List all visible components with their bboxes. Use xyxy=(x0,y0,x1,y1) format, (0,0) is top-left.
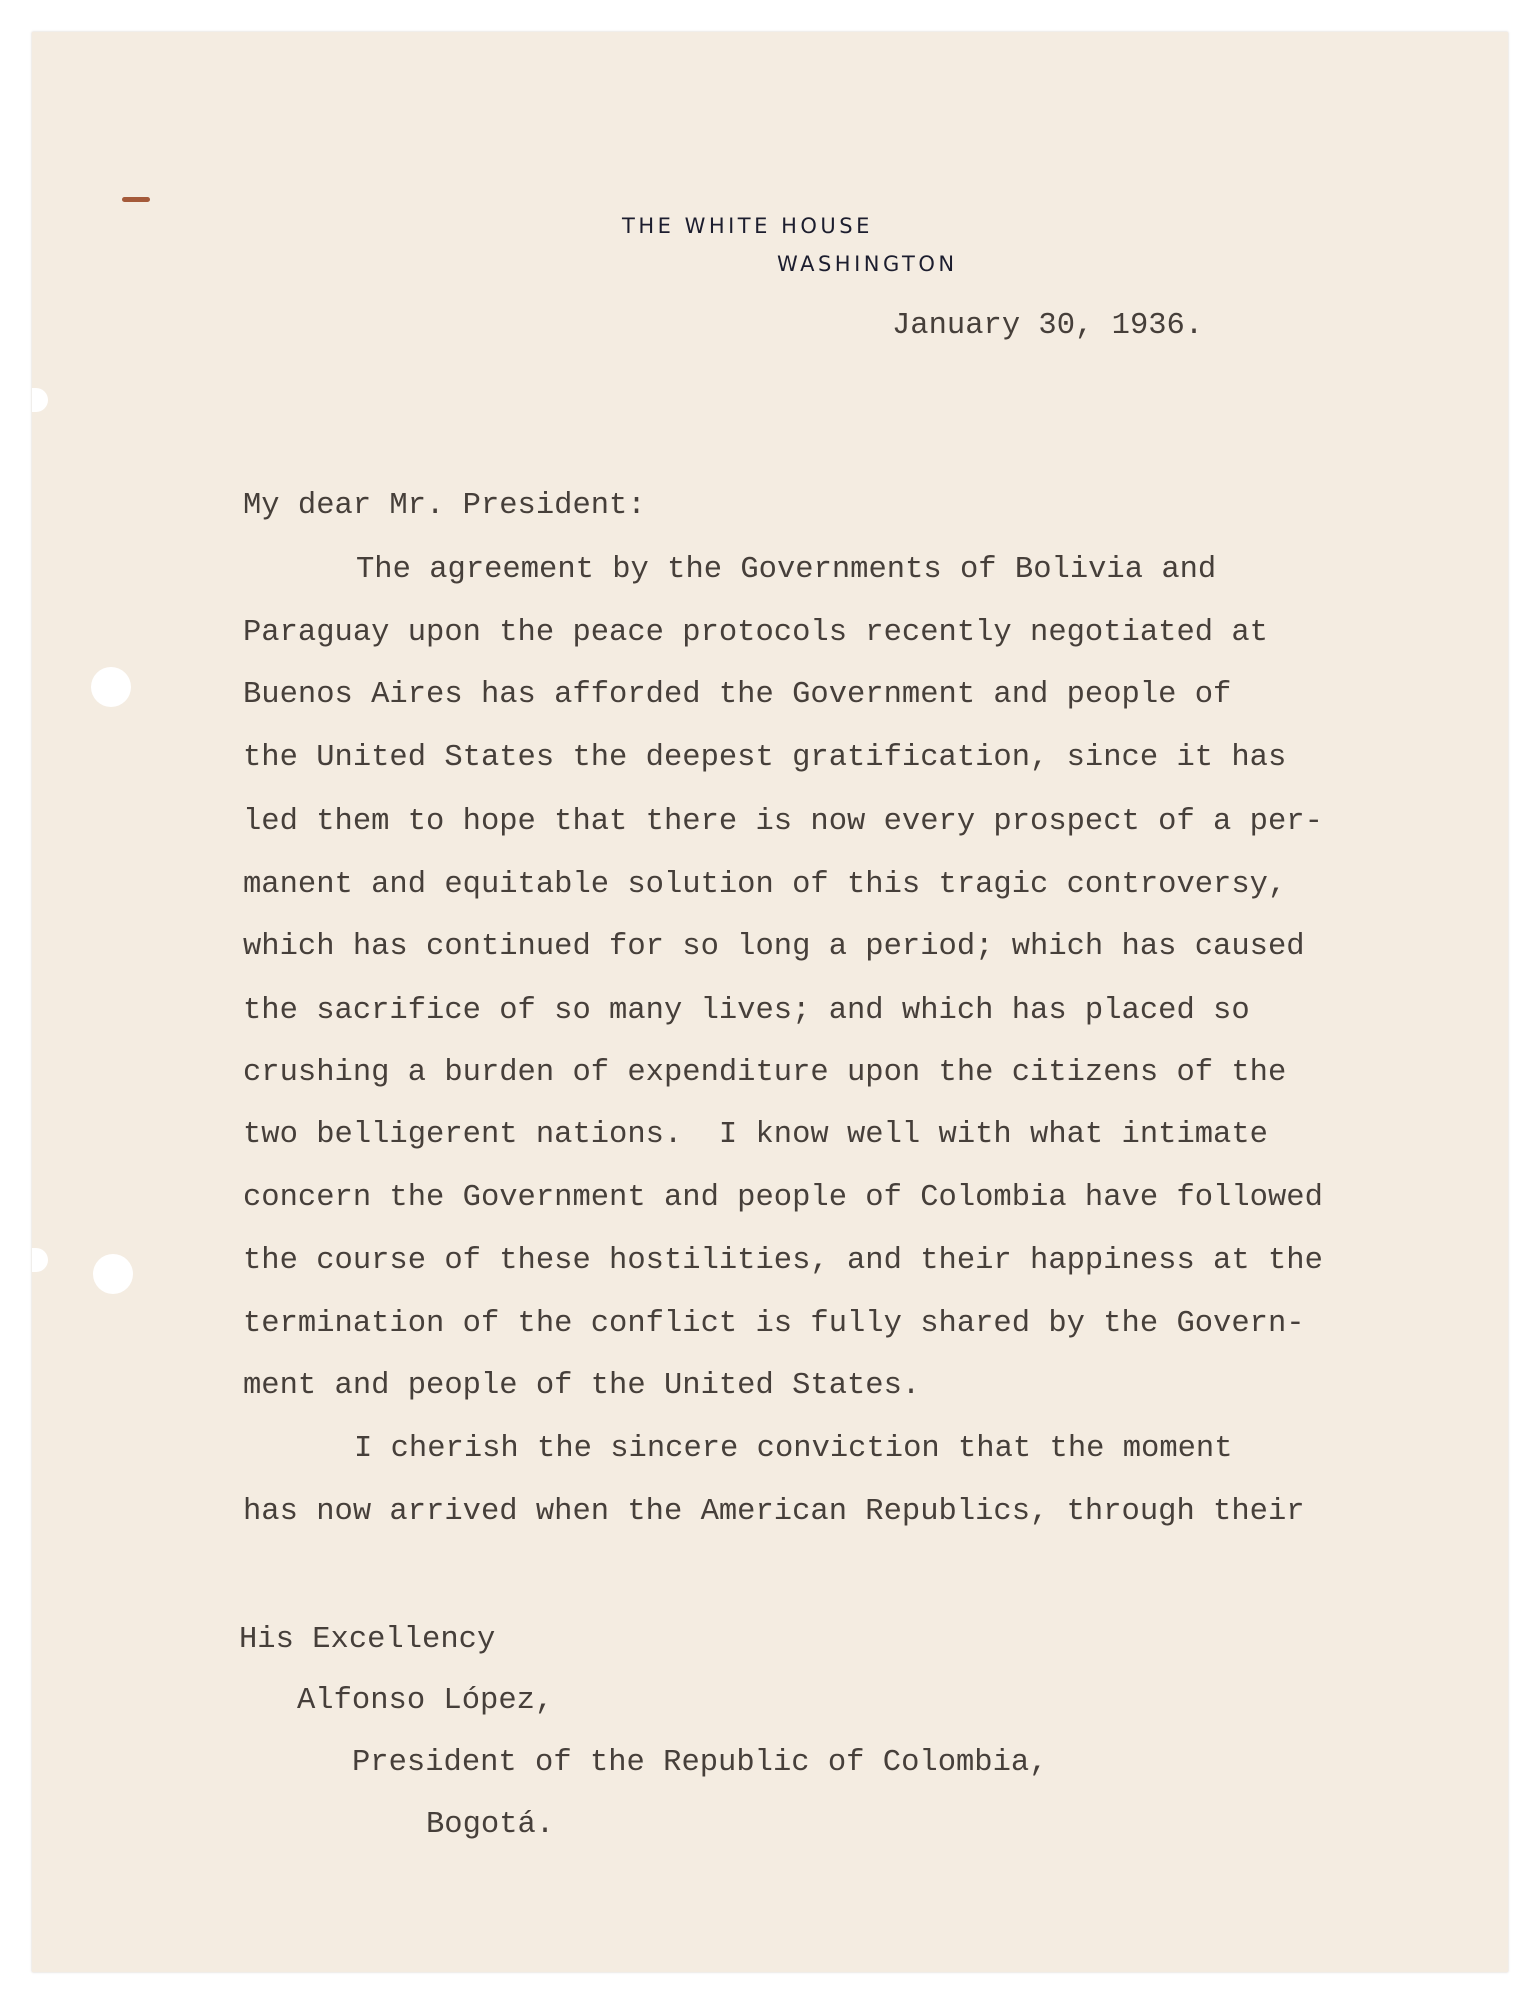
body-line: I cherish the sincere conviction that the moment xyxy=(354,1431,1233,1466)
body-line: two belligerent nations. I know well with what intimate xyxy=(243,1117,1268,1152)
body-line: Buenos Aires has afforded the Government and people of xyxy=(243,677,1232,712)
body-line: has now arrived when the American Republics, through their xyxy=(243,1494,1305,1529)
address-name: Alfonso López, xyxy=(297,1683,554,1718)
body-line: concern the Government and people of Colombia have followed xyxy=(243,1180,1323,1215)
body-line: ment and people of the United States. xyxy=(243,1368,921,1403)
body-line: led them to hope that there is now every prospect of a per- xyxy=(243,804,1323,839)
letterhead-title: THE WHITE HOUSE xyxy=(622,214,873,238)
address-city: Bogotá. xyxy=(426,1807,555,1842)
body-line: Paraguay upon the peace protocols recently negotiated at xyxy=(243,615,1268,650)
body-line: the course of these hostilities, and their happiness at the xyxy=(243,1243,1323,1278)
punch-hole xyxy=(93,1254,133,1294)
letter-date: January 30, 1936. xyxy=(892,308,1204,343)
body-line: which has continued for so long a period; which has caused xyxy=(243,929,1305,964)
address-title: His Excellency xyxy=(239,1622,496,1657)
punch-hole xyxy=(91,667,131,707)
body-line: termination of the conflict is fully shared by the Govern- xyxy=(243,1306,1305,1341)
body-line: the United States the deepest gratification, since it has xyxy=(243,740,1287,775)
body-line: manent and equitable solution of this tragic controversy, xyxy=(243,867,1287,902)
body-line: crushing a burden of expenditure upon the citizens of the xyxy=(243,1055,1287,1090)
body-line: The agreement by the Governments of Bolivia and xyxy=(356,552,1217,587)
salutation: My dear Mr. President: xyxy=(243,488,646,523)
body-line: the sacrifice of so many lives; and which has placed so xyxy=(243,993,1250,1028)
paper-stain xyxy=(122,197,150,202)
address-office: President of the Republic of Colombia, xyxy=(352,1745,1048,1780)
letterhead-city: WASHINGTON xyxy=(777,252,958,276)
